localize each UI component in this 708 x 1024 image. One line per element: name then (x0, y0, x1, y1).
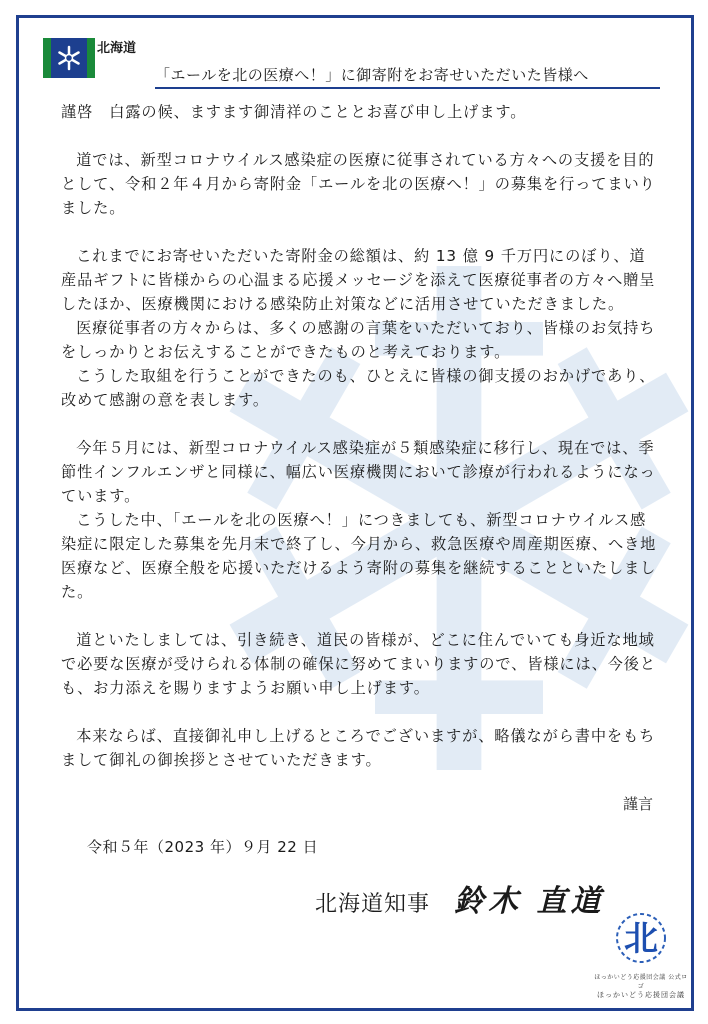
paragraph-8: 本来ならば、直接御礼申し上げるところでございますが、略儀ながら書中をもちまして御礼の御挨拶とさせていただきます。 (61, 727, 656, 769)
signer-title: 北海道知事 (315, 892, 431, 917)
greeting: 謹啓 白露の候、ますます御清祥のこととお喜び申し上げます。 (61, 103, 527, 121)
emblem-star-icon (51, 38, 87, 78)
logo-subtitle: ほっかいどう応援団会議 公式ロゴ (594, 974, 688, 990)
logo-mark: 北 (624, 919, 658, 959)
letter-frame (16, 15, 694, 1011)
letter-date: 令和５年（2023 年）９月 22 日 (87, 838, 319, 856)
emblem-green-bar (43, 38, 51, 78)
prefecture-name: 北海道 (97, 41, 137, 56)
signer-name: 鈴木 直道 (454, 884, 605, 919)
support-group-logo (593, 910, 689, 1002)
signature (315, 876, 604, 920)
page-title: 「エールを北の医療へ！」に御寄附をお寄せいただいた皆様へ (155, 64, 660, 89)
kita-logo-icon (613, 910, 669, 966)
paragraph-1: 道では、新型コロナウイルス感染症の医療に従事されている方々への支援を目的として、令和２年４月から寄附金「エールを北の医療へ！」の募集を行ってまいりました。 (61, 151, 656, 217)
emblem-green-bar-right (87, 38, 95, 78)
paragraph-3: 医療従事者の方々からは、多くの感謝の言葉をいただいており、皆様のお気持ちをしっかりとお伝えすることができたものと考えております。 (61, 319, 656, 361)
closing-word: 謹言 (622, 795, 653, 813)
hokkaido-emblem (43, 38, 95, 78)
paragraph-7: 道といたしましては、引き続き、道民の皆様が、どこに住んでいても身近な地域で必要な医療が受けられる体制の確保に努めてまいりますので、皆様には、今後とも、お力添えを賜りますようお願い申し上げます。 (61, 631, 656, 697)
logo-org-name: ほっかいどう応援団会議 (597, 991, 685, 999)
paragraph-6: こうした中、「エールを北の医療へ！」につきましても、新型コロナウイルス感染症に限定した募集を先月末で終了し、今月から、救急医療や周産期医療、へき地医療など、医療全般を応援いただけるよう寄附の募集を継続することといたしました。 (61, 511, 657, 601)
paragraph-5: 今年５月には、新型コロナウイルス感染症が５類感染症に移行し、現在では、季節性インフルエンザと同様に、幅広い医療機関において診療が行われるようになっています。 (61, 439, 656, 505)
letter-body (61, 100, 661, 772)
paragraph-2: これまでにお寄せいただいた寄附金の総額は、約 13 億 9 千万円にのぼり、道産品ギフトに皆様からの心温まる応援メッセージを添えて医療従事者の方々へ贈呈したほか、医療機関における感染防止対策などに活用させていただきました。 (61, 247, 656, 313)
paragraph-4: こうした取組を行うことができたのも、ひとえに皆様の御支援のおかげであり、改めて感謝の意を表します。 (61, 367, 656, 409)
